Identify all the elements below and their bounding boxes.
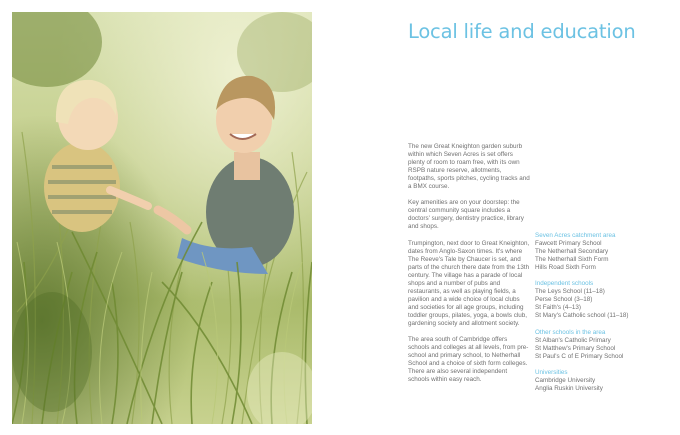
- school-item: The Leys School (11–18): [535, 288, 605, 296]
- school-item: Fawcett Primary School: [535, 240, 602, 248]
- group-heading: Independent schools: [535, 280, 594, 288]
- paragraph: The area south of Cambridge offers schools and colleges at all levels, from pre-school and primary school, to Netherhall School and a choice of sixth form colleges. There are also several independent schools within easy reach.: [408, 336, 529, 384]
- school-group-catchment: [535, 232, 655, 272]
- school-item: St Matthew's Primary School: [535, 344, 616, 352]
- school-item: St Alban's Catholic Primary: [535, 336, 611, 344]
- school-item: Hills Road Sixth Form: [535, 264, 596, 272]
- group-heading: Seven Acres catchment area: [535, 232, 616, 239]
- school-group-independent: [535, 280, 655, 320]
- group-heading: Other schools in the area: [535, 328, 606, 336]
- page-title: Local life and education: [408, 20, 636, 43]
- paragraph: The new Great Kneighton garden suburb within which Seven Acres is set offers plenty of room to roam free, with its own RSPB nature reserve, allotments, footpaths, sports pitches, cycling tracks and a BMX course.: [408, 143, 530, 191]
- school-item: St Faith's (4–13): [535, 304, 581, 312]
- school-item: St Mary's Catholic school (11–18): [535, 312, 629, 320]
- school-group-universities: [535, 369, 655, 393]
- children-in-grass-photo: [12, 12, 312, 424]
- intro-text: [408, 143, 530, 392]
- group-heading: Universities: [535, 368, 568, 376]
- school-item: The Netherhall Sixth Form: [535, 256, 609, 264]
- school-item: Cambridge University: [535, 376, 596, 384]
- school-item: Perse School (3–18): [535, 296, 593, 304]
- school-item: The Netherhall Secondary: [535, 248, 609, 256]
- paragraph: Key amenities are on your doorstep: the central community square includes a doctors' surgery, dentistry practice, library and shops.: [408, 199, 524, 231]
- school-group-other: [535, 329, 655, 361]
- school-item: St Paul's C of E Primary School: [535, 352, 624, 360]
- paragraph: Trumpington, next door to Great Kneighton, dates from Anglo-Saxon times. It's where The Reeve's Tale by Chaucer is set, and parts of the church there date from the 13th century. The village has a parade of local shops and a number of pubs and restaurants, as well as playing fields, a pavilion and a wide choice of local clubs and societies for all age groups, including toddler groups, pilates, yoga, a bowls club, gardening society and allotment society.: [408, 239, 530, 328]
- school-item: Anglia Ruskin University: [535, 384, 603, 392]
- schools-list: [535, 232, 655, 401]
